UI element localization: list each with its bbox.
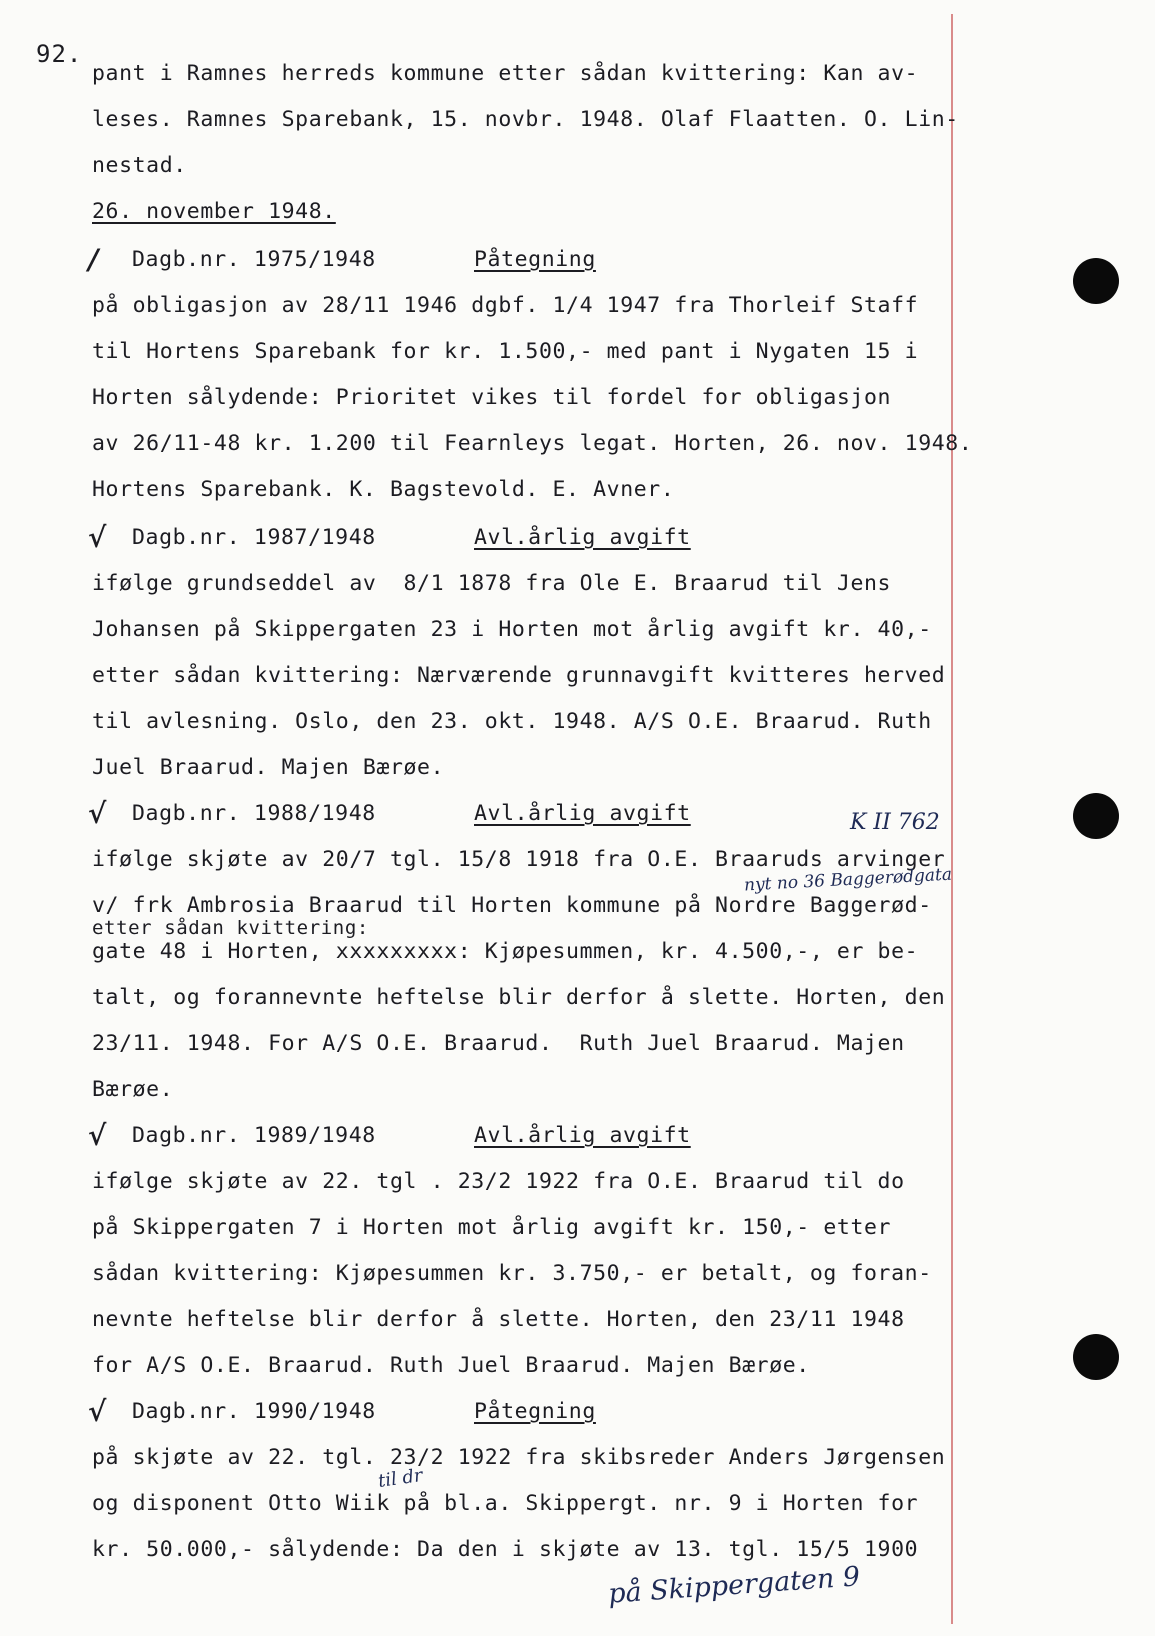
text-line: Juel Braarud. Majen Bærøe. (92, 755, 445, 780)
text-line: til Hortens Sparebank for kr. 1.500,- med pant i Nygaten 15 i (92, 339, 919, 364)
check-mark: / (88, 243, 99, 276)
text-line: på obligasjon av 28/11 1946 dgbf. 1/4 1947 fra Thorleif Staff (92, 293, 919, 318)
entry-type: Avl.årlig avgift (474, 801, 691, 826)
page-number: 92. (36, 40, 83, 68)
text-line: nevnte heftelse blir derfor å slette. Horten, den 23/11 1948 (92, 1307, 905, 1332)
entry-number: Dagb.nr. 1989/1948 (132, 1123, 376, 1148)
entry-type: Påtegning (474, 247, 596, 272)
entry-number: Dagb.nr. 1975/1948 (132, 247, 376, 272)
text-line: av 26/11-48 kr. 1.200 til Fearnleys legat. Horten, 26. nov. 1948. (92, 431, 973, 456)
handwritten-insert: til dr (376, 1464, 424, 1493)
text-line: v/ frk Ambrosia Braarud til Horten kommune på Nordre Baggerød- (92, 893, 932, 918)
entry-type: Avl.årlig avgift (474, 1123, 691, 1148)
text-line: pant i Ramnes herreds kommune etter sådan kvittering: Kan av- (92, 61, 919, 86)
text-line: til avlesning. Oslo, den 23. okt. 1948. A/S O.E. Braarud. Ruth (92, 709, 932, 734)
red-margin-line (951, 14, 953, 1624)
text-line: talt, og forannevnte heftelse blir derfor å slette. Horten, den (92, 985, 946, 1010)
text-line: på skjøte av 22. tgl. 23/2 1922 fra skibsreder Anders Jørgensen (92, 1445, 946, 1470)
entry-type: Avl.årlig avgift (474, 525, 691, 550)
check-mark: √ (88, 521, 107, 554)
check-mark: √ (88, 1395, 107, 1428)
text-line: ifølge skjøte av 20/7 tgl. 15/8 1918 fra O.E. Braaruds arvinger (92, 847, 946, 872)
check-mark: √ (88, 1119, 107, 1152)
text-line: leses. Ramnes Sparebank, 15. novbr. 1948. Olaf Flaatten. O. Lin- (92, 107, 959, 132)
text-line: sådan kvittering: Kjøpesummen kr. 3.750,- er betalt, og foran- (92, 1261, 932, 1286)
entry-type: Påtegning (474, 1399, 596, 1424)
text-line: Horten sålydende: Prioritet vikes til fordel for obligasjon (92, 385, 892, 410)
entry-number: Dagb.nr. 1988/1948 (132, 801, 376, 826)
text-line: ifølge skjøte av 22. tgl . 23/2 1922 fra O.E. Braarud til do (92, 1169, 905, 1194)
text-line: på Skippergaten 7 i Horten mot årlig avgift kr. 150,- etter (92, 1215, 892, 1240)
text-line: nestad. (92, 153, 187, 178)
text-line: etter sådan kvittering: (92, 917, 369, 939)
text-line: 23/11. 1948. For A/S O.E. Braarud. Ruth Juel Braarud. Majen (92, 1031, 905, 1056)
text-line: etter sådan kvittering: Nærværende grunnavgift kvitteres herved (92, 663, 946, 688)
date-heading: 26. november 1948. (92, 199, 336, 224)
text-line: gate 48 i Horten, xxxxxxxxx: Kjøpesummen, kr. 4.500,-, er be- (92, 939, 919, 964)
text-line: Johansen på Skippergaten 23 i Horten mot årlig avgift kr. 40,- (92, 617, 932, 642)
entry-number: Dagb.nr. 1987/1948 (132, 525, 376, 550)
text-line: Bærøe. (92, 1077, 174, 1102)
text-line: Hortens Sparebank. K. Bagstevold. E. Avner. (92, 477, 675, 502)
text-line: kr. 50.000,- sålydende: Da den i skjøte av 13. tgl. 15/5 1900 (92, 1537, 919, 1562)
check-mark: √ (88, 797, 107, 830)
handwritten-insert: nyt no 36 Baggerødgata (743, 864, 953, 896)
punch-hole (1073, 258, 1119, 304)
text-line: for A/S O.E. Braarud. Ruth Juel Braarud. Majen Bærøe. (92, 1353, 810, 1378)
punch-hole (1073, 793, 1119, 839)
punch-hole (1073, 1334, 1119, 1380)
handwritten-reference: K II 762 (850, 810, 940, 835)
text-line: ifølge grundseddel av 8/1 1878 fra Ole E. Braarud til Jens (92, 571, 892, 596)
text-line: og disponent Otto Wiik på bl.a. Skippergt. nr. 9 i Horten for (92, 1491, 919, 1516)
entry-number: Dagb.nr. 1990/1948 (132, 1399, 376, 1424)
handwritten-footer-note: på Skippergaten 9 (607, 1561, 862, 1610)
